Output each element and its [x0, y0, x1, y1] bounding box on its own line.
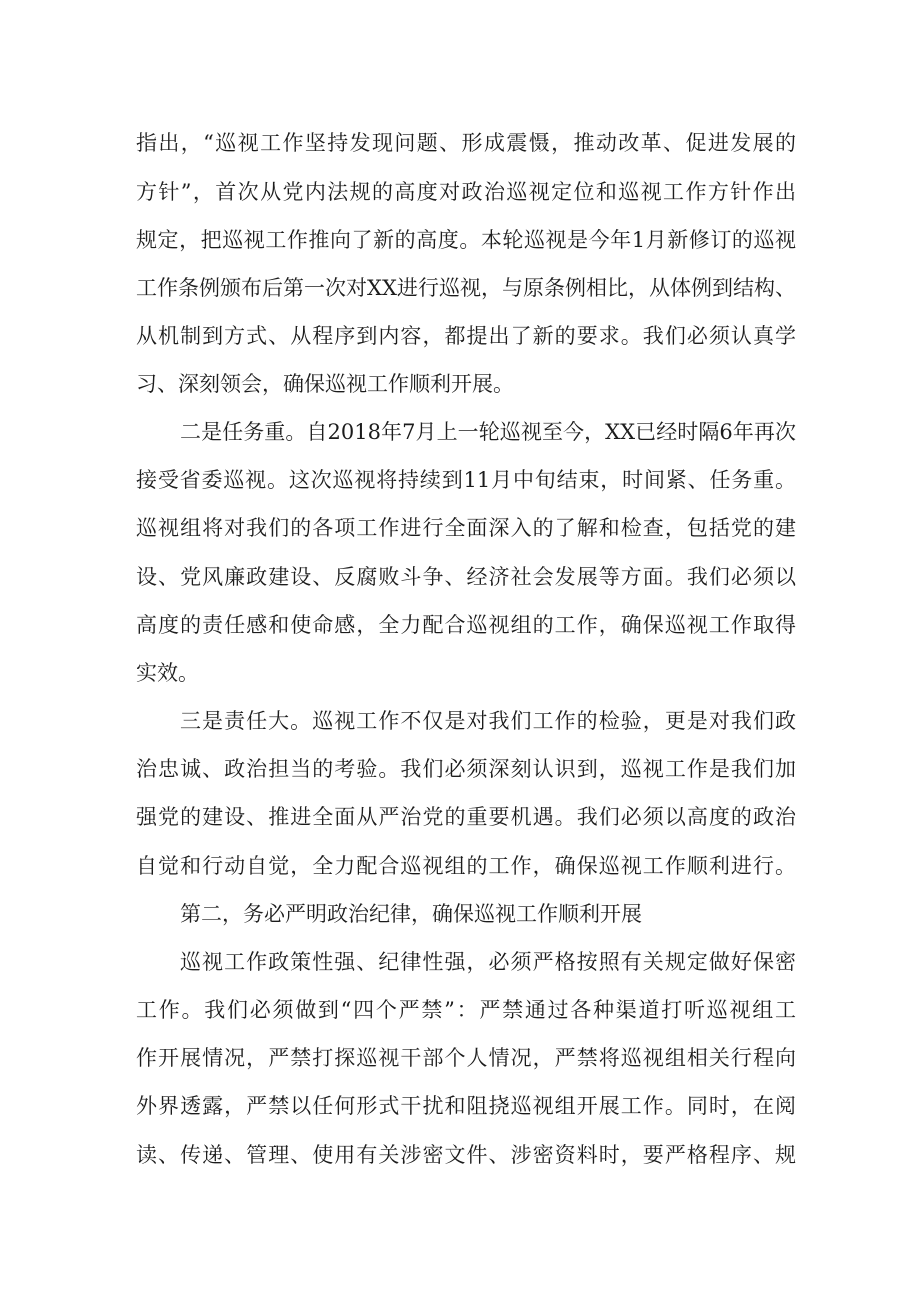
text-line-16: 自觉和行动自觉，全力配合巡视组的工作，确保巡视工作顺利进行。: [136, 854, 796, 878]
text-line-19: 工作。我们必须做到“四个严禁”：严禁通过各种渠道打听巡视组工: [136, 998, 796, 1022]
text-line-9: 巡视组将对我们的各项工作进行全面深入的了解和检查，包括党的建: [136, 516, 796, 540]
text-line-22: 读、传递、管理、使用有关涉密文件、涉密资料时，要严格程序、规: [136, 1143, 796, 1167]
text-line-21: 外界透露，严禁以任何形式干扰和阻挠巡视组开展工作。同时，在阅: [136, 1094, 796, 1118]
text-line-8: 接受省委巡视。这次巡视将持续到11月中旬结束，时间紧、任务重。: [136, 468, 796, 492]
text-line-12: 实效。: [136, 661, 199, 685]
section-heading: 第二，务必严明政治纪律，确保巡视工作顺利开展: [180, 902, 642, 926]
text-line-13: 三是责任大。巡视工作不仅是对我们工作的检验，更是对我们政: [180, 709, 796, 733]
text-line-18: 巡视工作政策性强、纪律性强，必须严格按照有关规定做好保密: [180, 950, 796, 974]
text-line-5: 从机制到方式、从程序到内容，都提出了新的要求。我们必须认真学: [136, 324, 796, 348]
text-line-7: 二是任务重。自2018年7月上一轮巡视至今，XX已经时隔6年再次: [180, 420, 796, 444]
text-line-10: 设、党风廉政建设、反腐败斗争、经济社会发展等方面。我们必须以: [136, 565, 796, 589]
text-line-20: 作开展情况，严禁打探巡视干部个人情况，严禁将巡视组相关行程向: [136, 1046, 796, 1070]
text-line-4: 工作条例颁布后第一次对XX进行巡视，与原条例相比，从体例到结构、: [136, 276, 796, 300]
text-line-11: 高度的责任感和使命感，全力配合巡视组的工作，确保巡视工作取得: [136, 613, 796, 637]
text-line-6: 习、深刻领会，确保巡视工作顺利开展。: [136, 372, 514, 396]
text-line-1: 指出，“巡视工作坚持发现问题、形成震慑，推动改革、促进发展的: [136, 131, 796, 155]
text-line-14: 治忠诚、政治担当的考验。我们必须深刻认识到，巡视工作是我们加: [136, 757, 796, 781]
text-line-2: 方针”，首次从党内法规的高度对政治巡视定位和巡视工作方针作出: [136, 180, 796, 204]
text-line-15: 强党的建设、推进全面从严治党的重要机遇。我们必须以高度的政治: [136, 805, 796, 829]
text-line-3: 规定，把巡视工作推向了新的高度。本轮巡视是今年1月新修订的巡视: [136, 228, 796, 252]
